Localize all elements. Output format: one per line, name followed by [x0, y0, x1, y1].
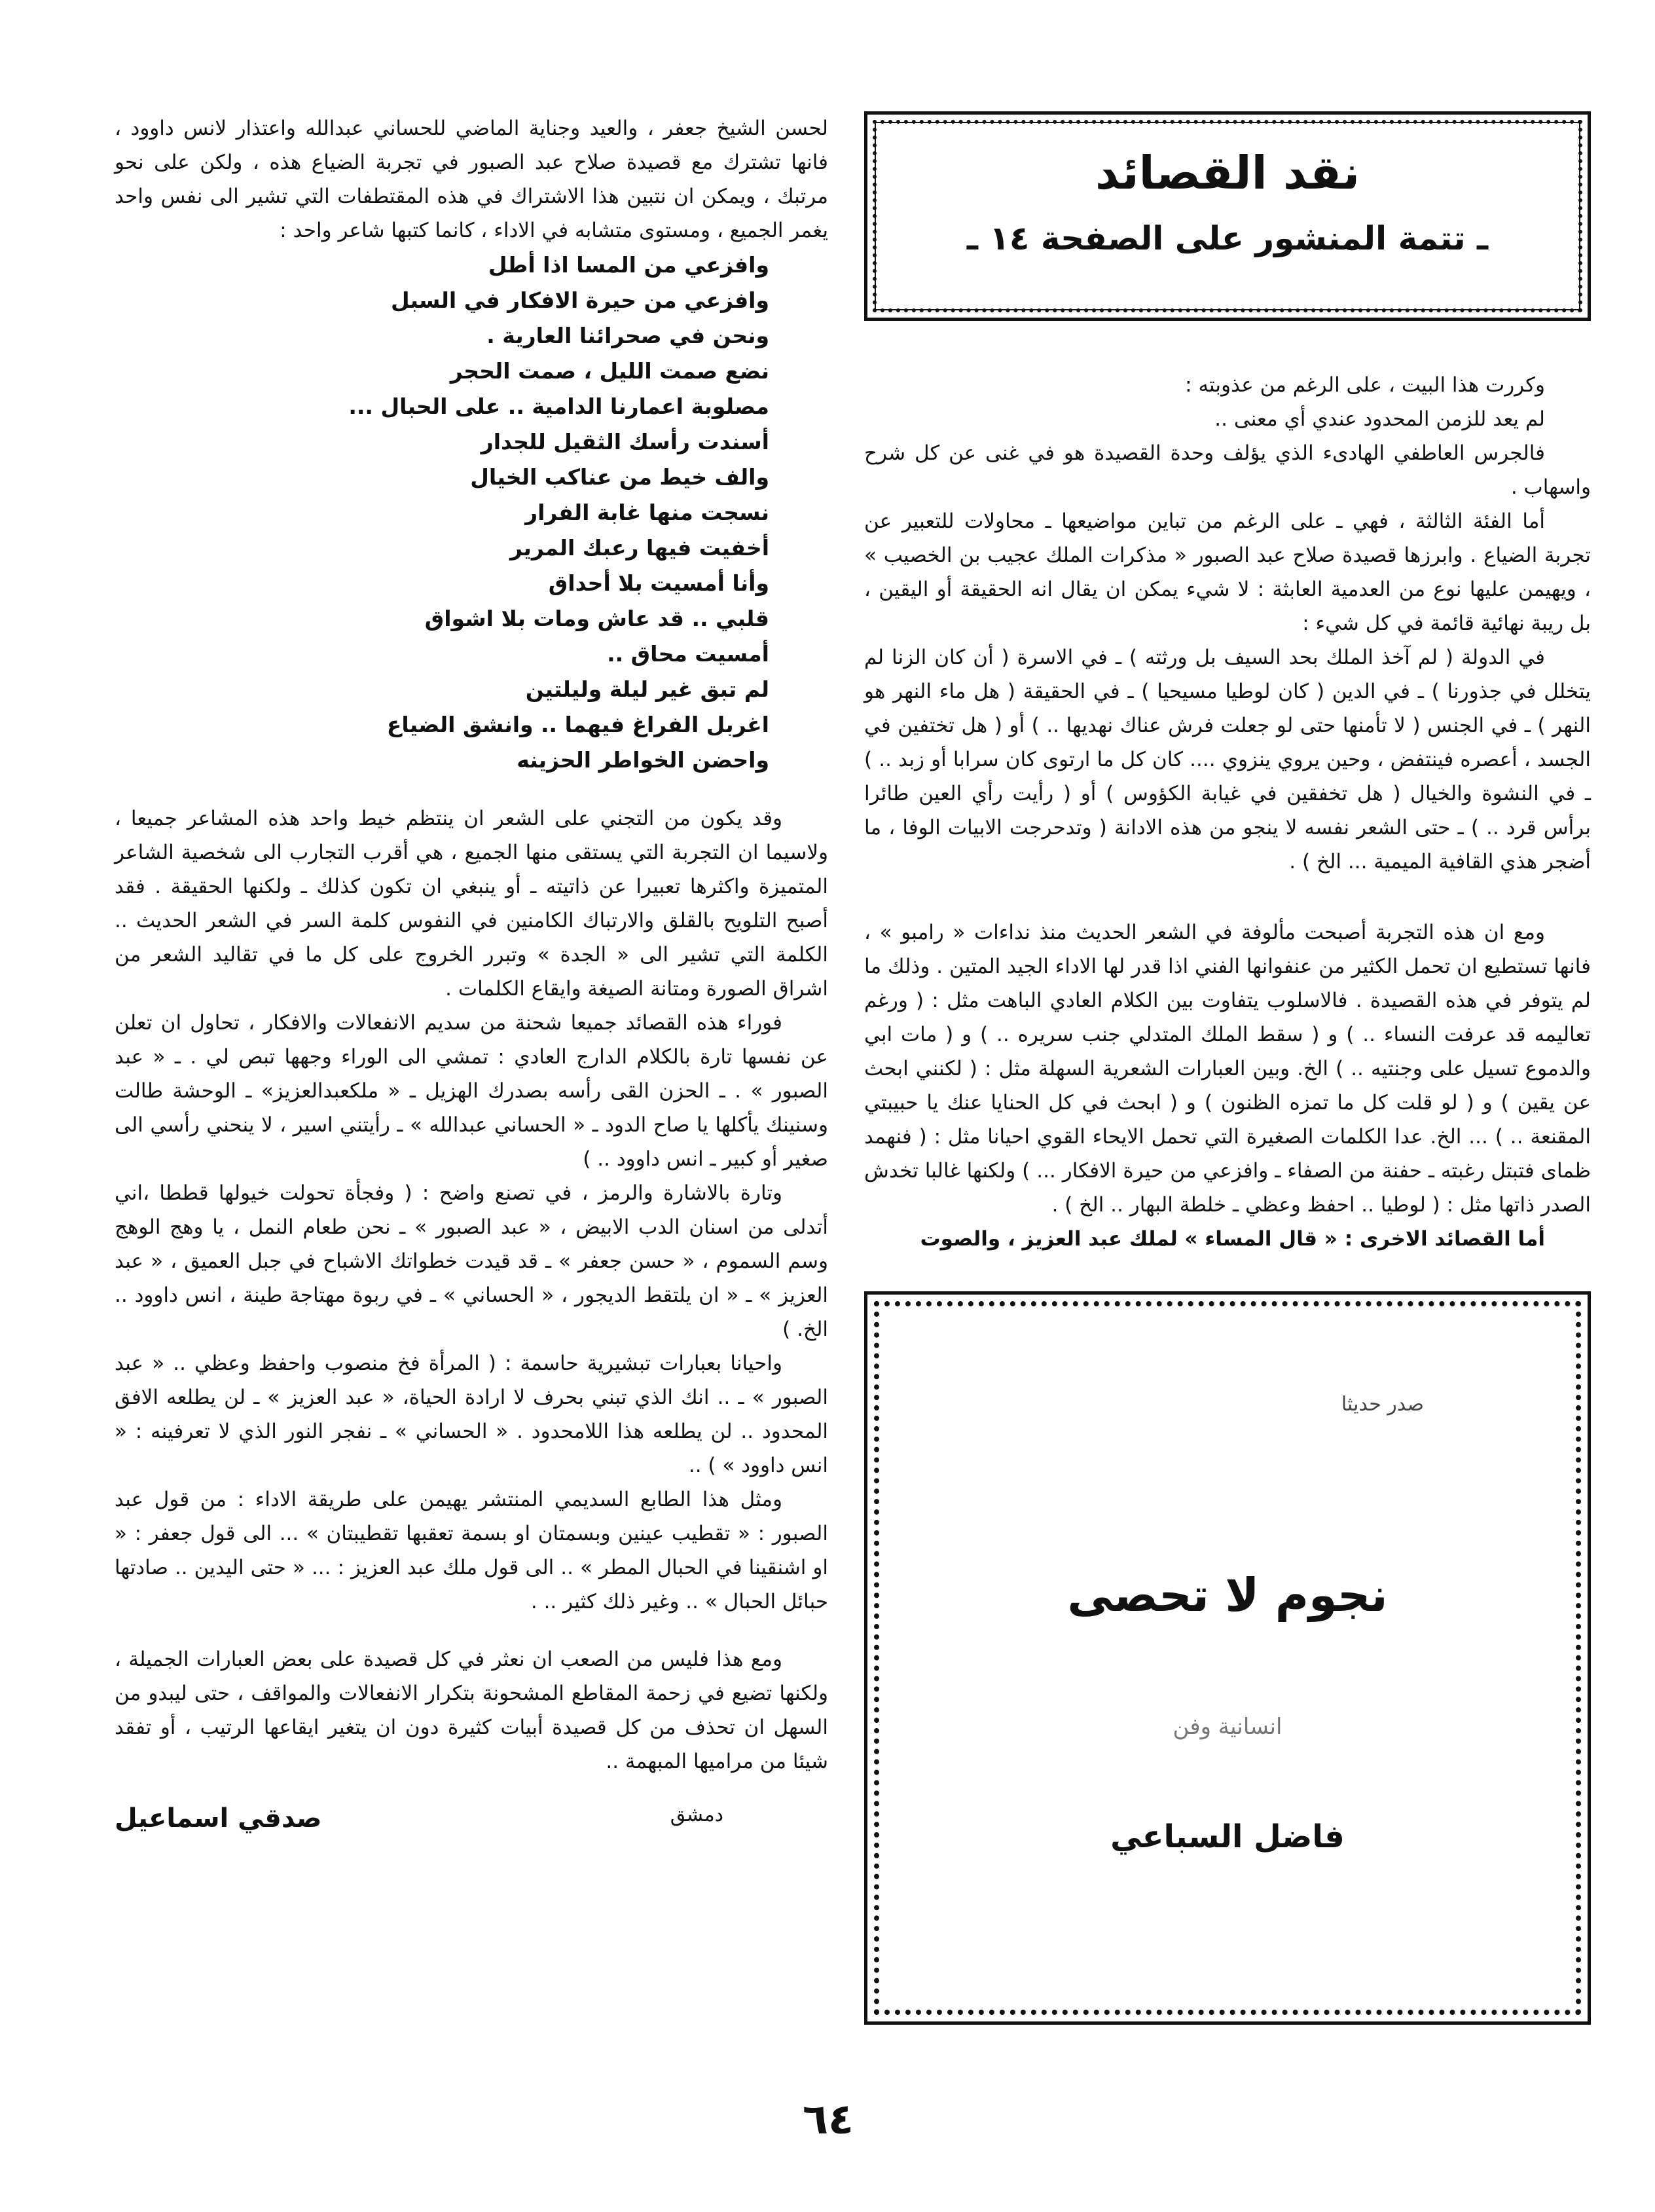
paragraph: وقد يكون من التجني على الشعر ان ينتظم خيط واحد هذه المشاعر جميعا ، ولاسيما ان التجربة التي يستقى منها الجميع ، هي أقرب التجارب الى شخصية الشاعر المتميزة واكثرها تعبيرا عن ذاتيته ـ أو ينبغي ان تكون كذلك ـ ولكنها الحقيقة . فقد أصبح التلويح بالقلق والارتباك الكامنين في النفوس كلمة السر في الشعر الحديث .. الكلمة التي تشير الى « الجدة » وتبرر الخروج على كل ما في تقاليد الشعر من اشراق الصورة ومتانة الصيغة وايقاع الكلمات .	[115, 807, 828, 1001]
right-column	[864, 111, 1591, 2025]
ad-pre-label: صدر حديثا	[1341, 1393, 1424, 1416]
verse-line: أخفيت فيها رعبك المرير	[510, 535, 769, 561]
paragraph: لحسن الشيخ جعفر ، والعيد وجناية الماضي للحساني عبدالله واعتذار لانس داوود ، فانها تشترك مع قصيدة صلاح عبد الصبور في تجربة الضياع هذه ، ولكن على نحو مرتبك ، ويمكن ان نتبين هذا الاشتراك في هذه المقتطفات التي تشير الى نفس واحد يغمر الجميع ، ومستوى متشابه في الاداء ، كانما كتبها شاعر واحد :	[115, 117, 828, 242]
verse-line: نسجت منها غابة الفرار	[525, 500, 769, 525]
left-column	[115, 111, 828, 1834]
verse-line: وأنا أمسيت بلا أحداق	[548, 570, 769, 596]
paragraph: وتارة بالاشارة والرمز ، في تصنع واضح : ( وفجأة تحولت خيولها قططا ،اني أتدلى من اسنان الدب الابيض ، « عبد الصبور » ـ نحن طعام النمل ، يا وهج الوهج وسم السموم ، « حسن جعفر » ـ قد قيدت خطواتك الاشباح في جبل العميق ، « عبد العزيز » ـ « ان يلتقط الديجور ، « الحساني » ـ في ربوة مهتاجة طينة ، انس داوود .. الخ. )	[115, 1181, 828, 1341]
verse-line: اغربل الفراغ فيهما .. وانشق الضياع	[386, 712, 769, 737]
verse-line: أمسيت محاق ..	[607, 641, 769, 667]
paragraph: واحيانا بعبارات تبشيرية حاسمة : ( المرأة فخ منصوب واحفظ وعظي .. « عبد الصبور » ـ .. انك الذي تبني بحرف لا ارادة الحياة، « عبد العزيز » ـ لن يطلعه الافق المحدود .. لن يطلعه هذا اللامحدود . « الحساني » ـ نفجر النور الذي لا تعرفينه : « انس داوود » ) ..	[115, 1352, 828, 1477]
signature-name: صدقي اسماعيل	[115, 1803, 322, 1834]
paragraph: فوراء هذه القصائد جميعا شحنة من سديم الانفعالات والافكار ، تحاول ان تعلن عن نفسها تارة بالكلام الدارج العادي : تمشي الى الوراء وجهها تبص لي . ـ « عبد الصبور » . ـ الحزن القى رأسه بصدرك الهزيل ـ « ملكعبدالعزيز» ـ الوحشة طالت وسنينك يأكلها يا صاح الدود ـ « الحساني عبدالله » ـ رأيتني اسير ، لا ينحني رأسي الى صغير أو كبير ـ انس داوود .. )	[115, 1011, 828, 1171]
verse-block	[115, 248, 828, 778]
paragraph: أما الفئة الثالثة ، فهي ـ على الرغم من تباين مواضيعها ـ محاولات للتعبير عن تجربة الضياع . وابرزها قصيدة صلاح عبد الصبور « مذكرات الملك عجيب بن الخصيب » ، ويهيمن عليها نوع من العدمية العابثة : لا شيء يمكن ان يقال انه الحقيقة أو اليقين ، بل ريبة نهائية قائمة في كل شيء :	[864, 509, 1591, 635]
verse-line: مصلوبة اعمارنا الدامية .. على الحبال ...	[348, 394, 769, 419]
verse-line: والف خيط من عناكب الخيال	[470, 464, 769, 490]
verse-line: وافزعي من المسا اذا أطل	[488, 252, 769, 278]
verse-line: نضع صمت الليل ، صمت الحجر	[450, 358, 769, 384]
paragraph: وكررت هذا البيت ، على الرغم من عذوبته :	[1185, 373, 1545, 397]
article-title: نقد القصائد	[1095, 146, 1360, 200]
signature	[115, 1803, 828, 1834]
verse-line: أسندت رأسك الثقيل للجدار	[481, 429, 769, 454]
paragraph: فالجرس العاطفي الهادىء الذي يؤلف وحدة القصيدة هو في غنى عن كل شرح واسهاب .	[864, 441, 1591, 499]
verse-line: واحضن الخواطر الحزينه	[517, 747, 769, 773]
paragraph: ومثل هذا الطابع السديمي المنتشر يهيمن على طريقة الاداء : من قول عبد الصبور : « تقطيب عينين وبسمتان او بسمة تعقبها تقطيبتان » ... الى قول جعفر : « او اشنقينا في الحبال المطر » .. الى قول ملك عبد العزيز : ... « حتى اليدين .. صادتها حبائل الحبال » .. وغير ذلك كثير .. .	[115, 1488, 828, 1613]
book-advertisement	[864, 1291, 1591, 2025]
verse-line: لم تبق غير ليلة وليلتين	[525, 676, 769, 702]
verse-line: وافزعي من حيرة الافكار في السبل	[391, 287, 769, 313]
signature-city: دمشق	[670, 1803, 723, 1826]
paragraph: في الدولة ( لم آخذ الملك بحد السيف بل ورثته ) ـ في الاسرة ( أن كان الزنا لم يتخلل في جذورنا ) ـ في الدين ( كان لوطيا مسيحيا ) ـ في الحقيقة ( هل ماء النهر هو النهر ) ـ في الجنس ( لا تأمنها حتى لو جعلت فرش عناك نهديها .. ) أو ( هل تختفين في الجسد ، أعصره فينتفض ، وحين يروي ينزوي .... كان كل ما ارتوى كان سرابا أو زبد .. ) ـ في النشوة والخيال ( هل تخفقين في غيابة الكؤوس ) أو ( رأيت رأي العين طائرا برأس قرد .. ) ـ حتى الشعر نفسه لا ينجو من هذه الادانة ( وتدحرجت الابيات الوفا ، ما أضجر هذي القافية الميمية ... الخ ) .	[864, 646, 1591, 874]
paragraph: ومع ان هذه التجربة أصبحت مألوفة في الشعر الحديث منذ نداءات « رامبو » ، فانها تستطيع ان تحمل الكثير من عنفوانها الفني اذا قدر لها الاداء الجيد المتين . وذلك ما لم يتوفر في هذه القصيدة . فالاسلوب يتفاوت بين الكلام العادي الباهت مثل : ( ورغم تعاليمه قد عرفت النساء .. ) و ( سقط الملك المتدلي جنب سريره .. ) و ( مات ابي والدموع تسيل على وجنتيه .. ) الخ. وبين العبارات الشعرية السهلة مثل : ( لكنني ابحث عن يقين ) و ( لو قلت كل ما تمزه الظنون ) و ( ابحث في كل الحنايا عنك يا حبيبتي المقنعة .. ) ... الخ. عدا الكلمات الصغيرة التي تحمل الايحاء القوي احيانا مثل : ( فنهمد ظماى فتبتل رغبته ـ حفنة من الصفاء ـ وافزعي من حيرة الافكار ... ) ولكنها غالبا تخدش الصدر ذاتها مثل : ( لوطيا .. احفظ وعظي ـ خلطة البهار .. الخ ) .	[864, 921, 1591, 1217]
paragraph: ومع هذا فليس من الصعب ان نعثر في كل قصيدة على بعض العبارات الجميلة ، ولكنها تضيع في زحمة المقاطع المشحونة بتكرار الانفعالات والمواقف ، حتى ليبدو من السهل ان تحذف من كل قصيدة أبيات كثيرة دون ان يتغير ايقاعها الرتيب ، أو تفقد شيئا من مراميها المبهمة ..	[115, 1648, 828, 1773]
ad-book-title: نجوم لا تحصى	[1067, 1568, 1388, 1622]
article-title-box	[864, 111, 1591, 321]
ad-book-author: فاضل السباعي	[1110, 1818, 1345, 1855]
quoted-line: لم يعد للزمن المحدود عندي أي معنى ..	[1214, 407, 1545, 431]
paragraph: أما القصائد الاخرى : « قال المساء » لملك عبد العزيز ، والصوت	[920, 1227, 1545, 1251]
ad-book-genre: انسانية وفن	[1173, 1714, 1282, 1740]
verse-line: قلبي .. قد عاش ومات بلا اشواق	[424, 606, 769, 631]
page-number: ٦٤	[802, 2095, 854, 2144]
article-subtitle: ـ تتمة المنشور على الصفحة ١٤ ـ	[966, 219, 1489, 257]
verse-line: ونحن في صحرائنا العارية .	[486, 323, 769, 348]
